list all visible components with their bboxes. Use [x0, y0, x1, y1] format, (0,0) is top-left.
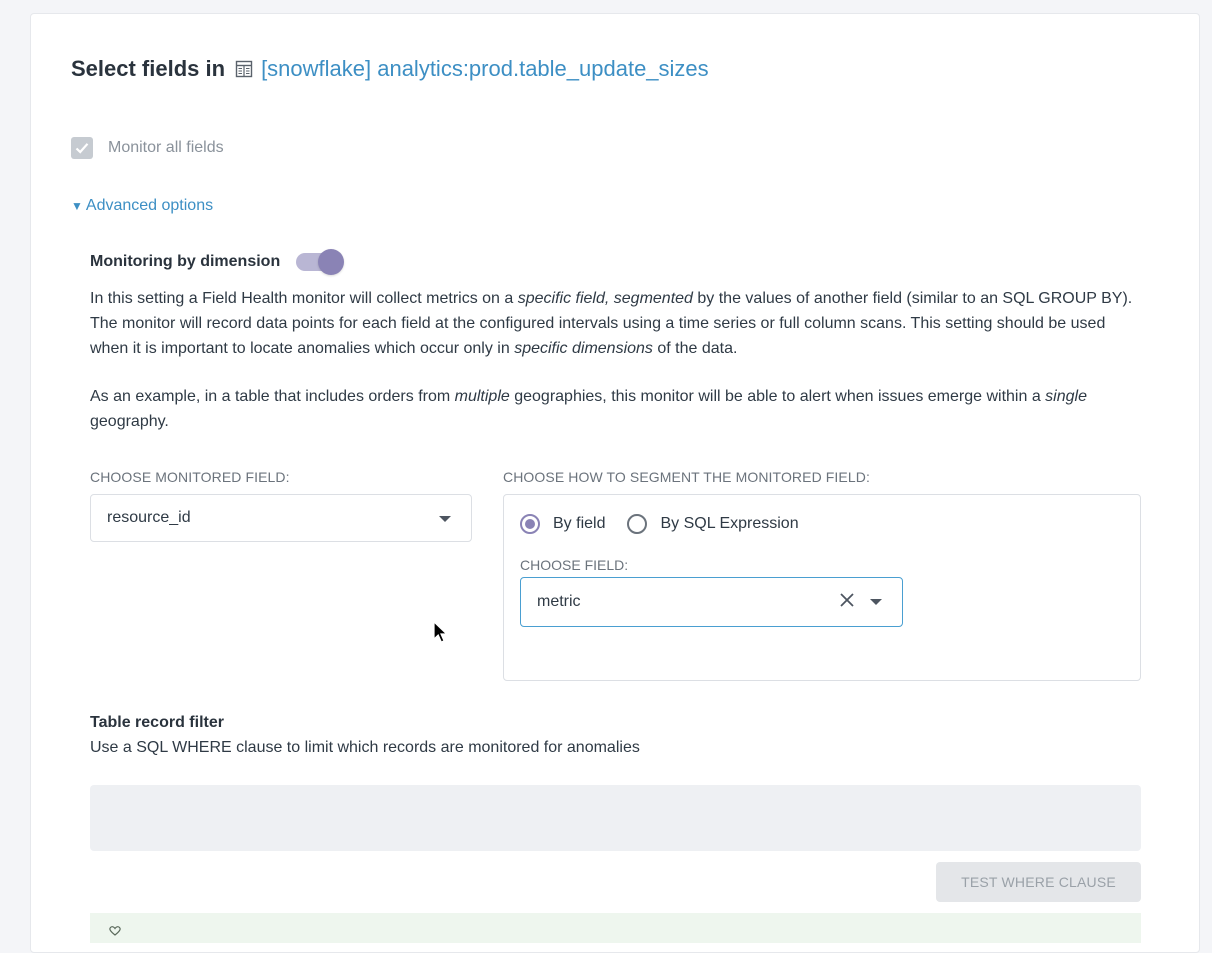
- monitoring-by-dimension-row: [90, 249, 344, 275]
- chevron-down-icon: [439, 516, 451, 522]
- radio-label: By SQL Expression: [660, 515, 799, 532]
- monitored-field-value: resource_id: [107, 509, 191, 526]
- segment-field-select[interactable]: [520, 577, 903, 627]
- advanced-options-label: Advanced options: [85, 197, 214, 214]
- desc-emphasis: specific field, segmented: [517, 290, 693, 307]
- radio-by-field[interactable]: [520, 514, 605, 534]
- table-record-filter-title: Table record filter: [90, 714, 224, 731]
- table-icon: [235, 60, 253, 78]
- desc-text: In this setting a Field Health monitor will collect metrics on a: [90, 290, 518, 307]
- monitor-all-fields[interactable]: [71, 137, 224, 159]
- monitored-field-select[interactable]: [90, 494, 472, 542]
- checkmark-icon: [75, 142, 89, 154]
- desc-emphasis: multiple: [454, 388, 510, 405]
- desc-text: geography.: [90, 413, 169, 430]
- radio-dot: [525, 519, 535, 529]
- switch-thumb: [318, 249, 344, 275]
- monitor-all-label: Monitor all fields: [108, 139, 224, 156]
- status-banner: [90, 913, 1141, 943]
- radio-label: By field: [553, 515, 606, 532]
- desc-text: As an example, in a table that includes orders from: [90, 388, 455, 405]
- monitored-field-label: CHOOSE MONITORED FIELD:: [90, 469, 290, 485]
- desc-text: geographies, this monitor will be able to alert when issues emerge within a: [509, 388, 1046, 405]
- dimension-example: [90, 384, 1140, 434]
- radio-unselected[interactable]: [627, 514, 647, 534]
- heart-icon: [108, 923, 122, 941]
- dimension-toggle-switch[interactable]: [296, 249, 344, 275]
- choose-field-label: CHOOSE FIELD:: [520, 557, 629, 573]
- segment-label: CHOOSE HOW TO SEGMENT THE MONITORED FIELD:: [503, 469, 870, 485]
- page-title: [71, 54, 709, 84]
- radio-by-sql-expression[interactable]: [627, 514, 798, 534]
- title-prefix: Select fields in: [71, 56, 226, 81]
- segment-radio-group: [520, 514, 799, 534]
- segment-field-value: metric: [537, 593, 581, 610]
- segment-panel: [503, 494, 1141, 681]
- desc-text: of the data.: [652, 340, 738, 357]
- dimension-description: [90, 286, 1140, 361]
- monitoring-by-dimension-label: Monitoring by dimension: [90, 253, 281, 270]
- table-record-filter-subtitle: Use a SQL WHERE clause to limit which records are monitored for anomalies: [90, 739, 640, 756]
- chevron-down-icon: [870, 599, 882, 605]
- test-where-clause-button[interactable]: TEST WHERE CLAUSE: [936, 862, 1141, 902]
- desc-text: by the values of another field (similar to an SQL GROUP BY). The monitor will record data points for each field at the configured intervals using a time series or full column scans. This setting should be used when it is important to locate anomalies which occur only in: [90, 290, 1133, 357]
- table-link[interactable]: [snowflake] analytics:prod.table_update_sizes: [261, 56, 709, 81]
- radio-selected[interactable]: [520, 514, 540, 534]
- desc-emphasis: single: [1045, 388, 1087, 405]
- advanced-options-toggle[interactable]: [71, 197, 213, 215]
- clear-icon[interactable]: [839, 592, 855, 613]
- caret-down-icon: ▼: [71, 199, 83, 213]
- monitor-all-checkbox[interactable]: [71, 137, 93, 159]
- where-clause-input[interactable]: [90, 785, 1141, 851]
- desc-emphasis: specific dimensions: [514, 340, 653, 357]
